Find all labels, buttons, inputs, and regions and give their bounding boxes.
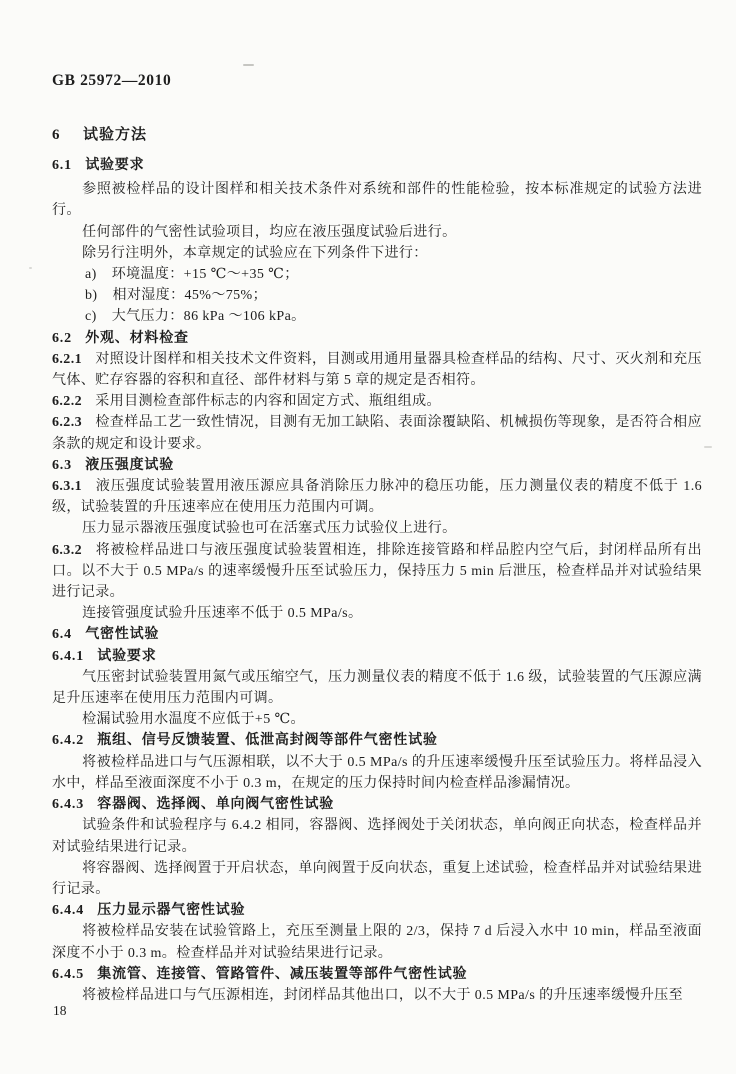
paragraph bbox=[52, 815, 702, 857]
paragraph bbox=[52, 709, 702, 730]
block-text: 容器阀、选择阀、单向阀气密性试验 bbox=[97, 797, 335, 813]
clause-paragraph bbox=[52, 349, 702, 391]
list-marker: a) bbox=[85, 267, 97, 283]
block-text: 液压强度试验装置用液压源应具备消除压力脉冲的稳压功能，压力测量仪表的精度不低于 1.6 级，试验装置的升压速率应在使用压力范围内可调。 bbox=[52, 479, 702, 516]
clause-number: 6.4.5 bbox=[52, 966, 84, 982]
block-text: 压力显示器气密性试验 bbox=[97, 903, 246, 919]
section-heading bbox=[52, 624, 702, 645]
paragraph bbox=[52, 667, 702, 709]
clause-number: 6.4.4 bbox=[52, 903, 84, 919]
paragraph bbox=[52, 921, 702, 963]
clause-number: 6.4.1 bbox=[52, 648, 84, 664]
block-text: 对照设计图样和相关技术文件资料，目测或用通用量器具检查样品的结构、尺寸、灭火剂和充压气体、贮存容器的容积和直径、部件材料与第 5 章的规定是否相符。 bbox=[52, 351, 702, 389]
clause-number: 6.2.2 bbox=[52, 394, 82, 410]
block-text: 试验要求 bbox=[85, 158, 145, 173]
paragraph bbox=[52, 179, 702, 221]
paragraph bbox=[52, 222, 702, 243]
block-text: 气密性试验 bbox=[85, 627, 160, 643]
block-text: 试验条件和试验程序与 6.4.2 相同，容器阀、选择阀处于关闭状态，单向阀正向状态，检查样品并对试验结果进行记录。 bbox=[52, 818, 702, 855]
block-text: 集流管、连接管、管路管件、减压装置等部件气密性试验 bbox=[97, 966, 468, 982]
block-text: 将被检样品进口与气压源相连，封闭样品其他出口，以不大于 0.5 MPa/s 的升压速率缓慢升压至 bbox=[82, 987, 684, 1003]
clause-number: 6.4.2 bbox=[52, 733, 84, 749]
page-number: 18 bbox=[53, 1003, 67, 1018]
block-text: 检漏试验用水温度不应低于+5 ℃。 bbox=[82, 712, 305, 728]
clause-number: 6.1 bbox=[52, 158, 72, 173]
list-marker: c) bbox=[85, 309, 97, 325]
condition-list-item bbox=[52, 285, 702, 306]
clause-paragraph bbox=[52, 540, 702, 604]
section-heading bbox=[52, 328, 702, 349]
paragraph bbox=[52, 858, 702, 900]
clause-number: 6.3.2 bbox=[52, 542, 82, 558]
clause-paragraph bbox=[52, 412, 702, 454]
clause-number: 6.3.1 bbox=[52, 479, 82, 495]
section-heading bbox=[52, 455, 702, 476]
section-heading bbox=[52, 794, 702, 815]
block-text: 检查样品工艺一致性情况，目测有无加工缺陷、表面涂覆缺陷、机械损伤等现象，是否符合相应条款的规定和设计要求。 bbox=[52, 415, 702, 452]
section-heading bbox=[52, 155, 702, 176]
clause-number: 6.3 bbox=[52, 457, 72, 473]
block-text: 将被检样品进口与气压源相联，以不大于 0.5 MPa/s 的升压速率缓慢升压至试验压力。将样品浸入水中，样品至液面深度不小于 0.3 m，在规定的压力保持时间内检查样品渗漏情况。 bbox=[52, 754, 702, 791]
block-text: 相对湿度：45%～75%； bbox=[112, 288, 267, 304]
paragraph bbox=[52, 518, 702, 539]
block-text: 试验要求 bbox=[97, 648, 157, 664]
section-heading bbox=[52, 900, 702, 921]
paragraph bbox=[52, 752, 702, 794]
section-heading bbox=[52, 730, 702, 751]
clause-number: 6.2.1 bbox=[52, 351, 82, 367]
block-text: 压力显示器液压强度试验也可在活塞式压力试验仪上进行。 bbox=[82, 521, 457, 537]
block-text: 采用目测检查部件标志的内容和固定方式、瓶组组成。 bbox=[95, 394, 441, 410]
block-text: 大气压力：86 kPa ～106 kPa。 bbox=[111, 309, 306, 325]
block-text: 任何部件的气密性试验项目，均应在液压强度试验后进行。 bbox=[82, 224, 457, 240]
standard-number-header: GB 25972—2010 bbox=[52, 72, 172, 89]
block-text: 参照被检样品的设计图样和相关技术条件对系统和部件的性能检验，按本标准规定的试验方法进行。 bbox=[52, 182, 702, 219]
block-text: 试验方法 bbox=[83, 127, 148, 143]
scan-artifact bbox=[243, 64, 254, 66]
block-text: 瓶组、信号反馈装置、低泄高封阀等部件气密性试验 bbox=[97, 733, 438, 749]
paragraph bbox=[52, 985, 702, 1006]
block-text: 外观、材料检查 bbox=[85, 330, 189, 346]
section-heading bbox=[52, 964, 702, 985]
condition-list-item bbox=[52, 306, 702, 327]
block-text: 将被检样品安装在试验管路上，充压至测量上限的 2/3，保持 7 d 后浸入水中 10 min，样品至液面深度不小于 0.3 m。检查样品并对试验结果进行记录。 bbox=[52, 924, 702, 961]
paragraph bbox=[52, 243, 702, 264]
block-text: 将容器阀、选择阀置于开启状态，单向阀置于反向状态，重复上述试验，检查样品并对试验结果进行记录。 bbox=[52, 860, 702, 897]
condition-list-item bbox=[52, 264, 702, 285]
clause-paragraph bbox=[52, 391, 702, 412]
block-text: 气压密封试验装置用氮气或压缩空气，压力测量仪表的精度不低于 1.6 级，试验装置的气压源应满足升压速率在使用压力范围内可调。 bbox=[52, 669, 702, 707]
block-text: 将被检样品进口与液压强度试验装置相连，排除连接管路和样品腔内空气后，封闭样品所有出口。以不大于 0.5 MPa/s 的速率缓慢升压至试验压力，保持压力 5 min 后泄压，检查样品并对试验结果进行记录。 bbox=[52, 542, 702, 601]
block-text: 除另行注明外，本章规定的试验应在下列条件下进行： bbox=[82, 245, 428, 261]
clause-paragraph bbox=[52, 476, 702, 518]
clause-number: 6.4 bbox=[52, 627, 72, 643]
scan-artifact bbox=[29, 267, 32, 269]
section-heading bbox=[52, 646, 702, 667]
clause-number: 6.4.3 bbox=[52, 797, 84, 813]
chapter-heading bbox=[52, 124, 702, 146]
scan-artifact bbox=[704, 446, 712, 448]
block-text: 液压强度试验 bbox=[85, 457, 175, 473]
clause-number: 6.2.3 bbox=[52, 415, 82, 431]
clause-number: 6.2 bbox=[52, 330, 72, 346]
clause-number: 6 bbox=[52, 127, 61, 143]
block-text: 连接管强度试验升压速率不低于 0.5 MPa/s。 bbox=[82, 606, 363, 622]
paragraph bbox=[52, 603, 702, 624]
document-body bbox=[52, 124, 702, 1006]
block-text: 环境温度：+15 ℃～+35 ℃； bbox=[111, 267, 299, 283]
list-marker: b) bbox=[85, 288, 98, 304]
